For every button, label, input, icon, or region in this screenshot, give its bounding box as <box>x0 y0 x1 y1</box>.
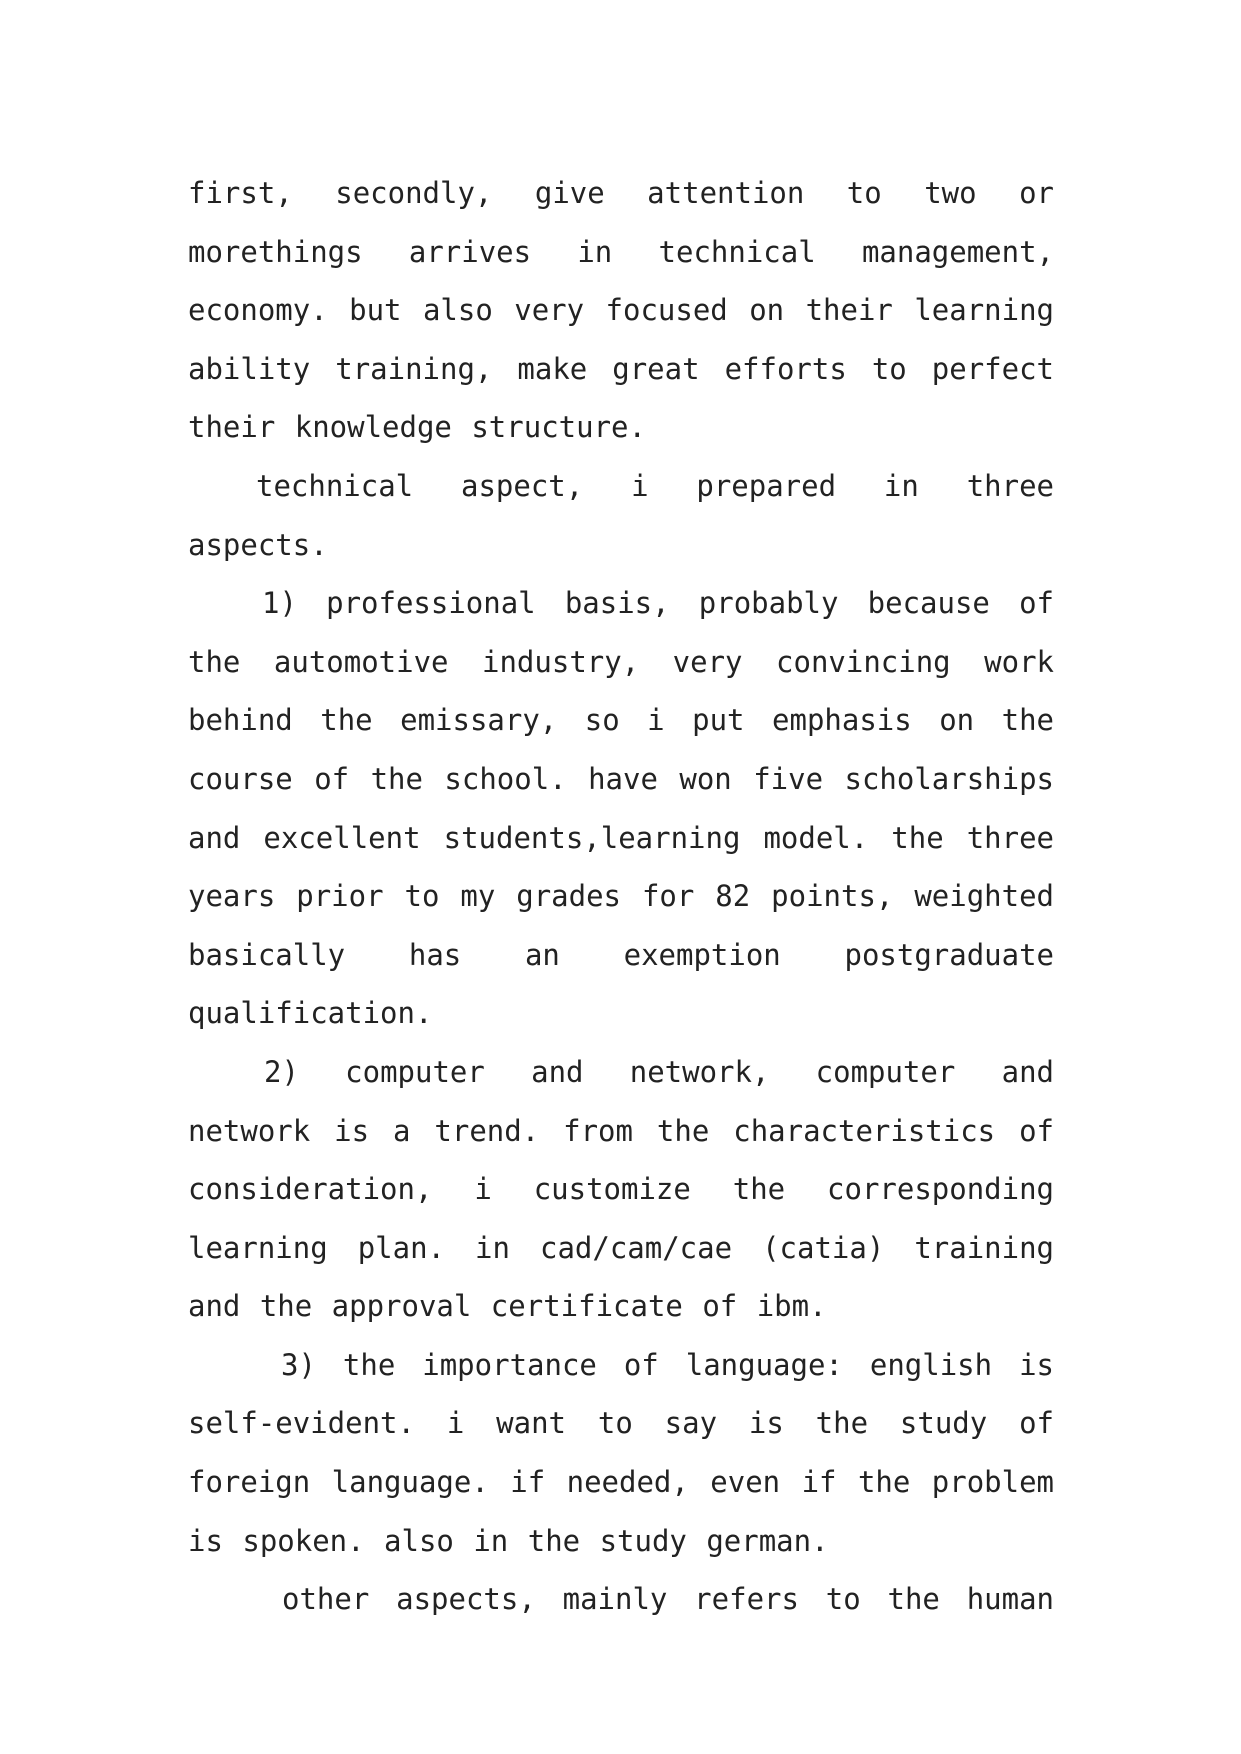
document-page <box>188 164 1054 1629</box>
paragraph-professional-basis: 1) professional basis, probably because of the automotive industry, very convincing work behind the emissary, so i put emphasis on the course of the school. have won five scholarships and excellent students,learning model. the three years prior to my grades for 82 points, weighted basically has an exemption postgraduate qualification. <box>188 586 1054 1031</box>
paragraph-intro: first, secondly, give attention to two or morethings arrives in technical management, economy. but also very focused on their learning ability training, make great efforts to perfect their knowledge structure. <box>188 176 1054 445</box>
paragraph-technical-aspect: technical aspect, i prepared in three aspects. <box>188 468 1054 562</box>
paragraph-language: 3) the importance of language: english is self-evident. i want to say is the study of foreign language. if needed, even if the problem is spoken. also in the study german. <box>188 1347 1054 1558</box>
paragraph-other-aspects: other aspects, mainly refers to the human <box>282 1582 1054 1617</box>
paragraph-computer-network: 2) computer and network, computer and network is a trend. from the characteristics of consideration, i customize the corresponding learning plan. in cad/cam/cae (catia) training and the approval certificate of ibm. <box>188 1054 1054 1324</box>
